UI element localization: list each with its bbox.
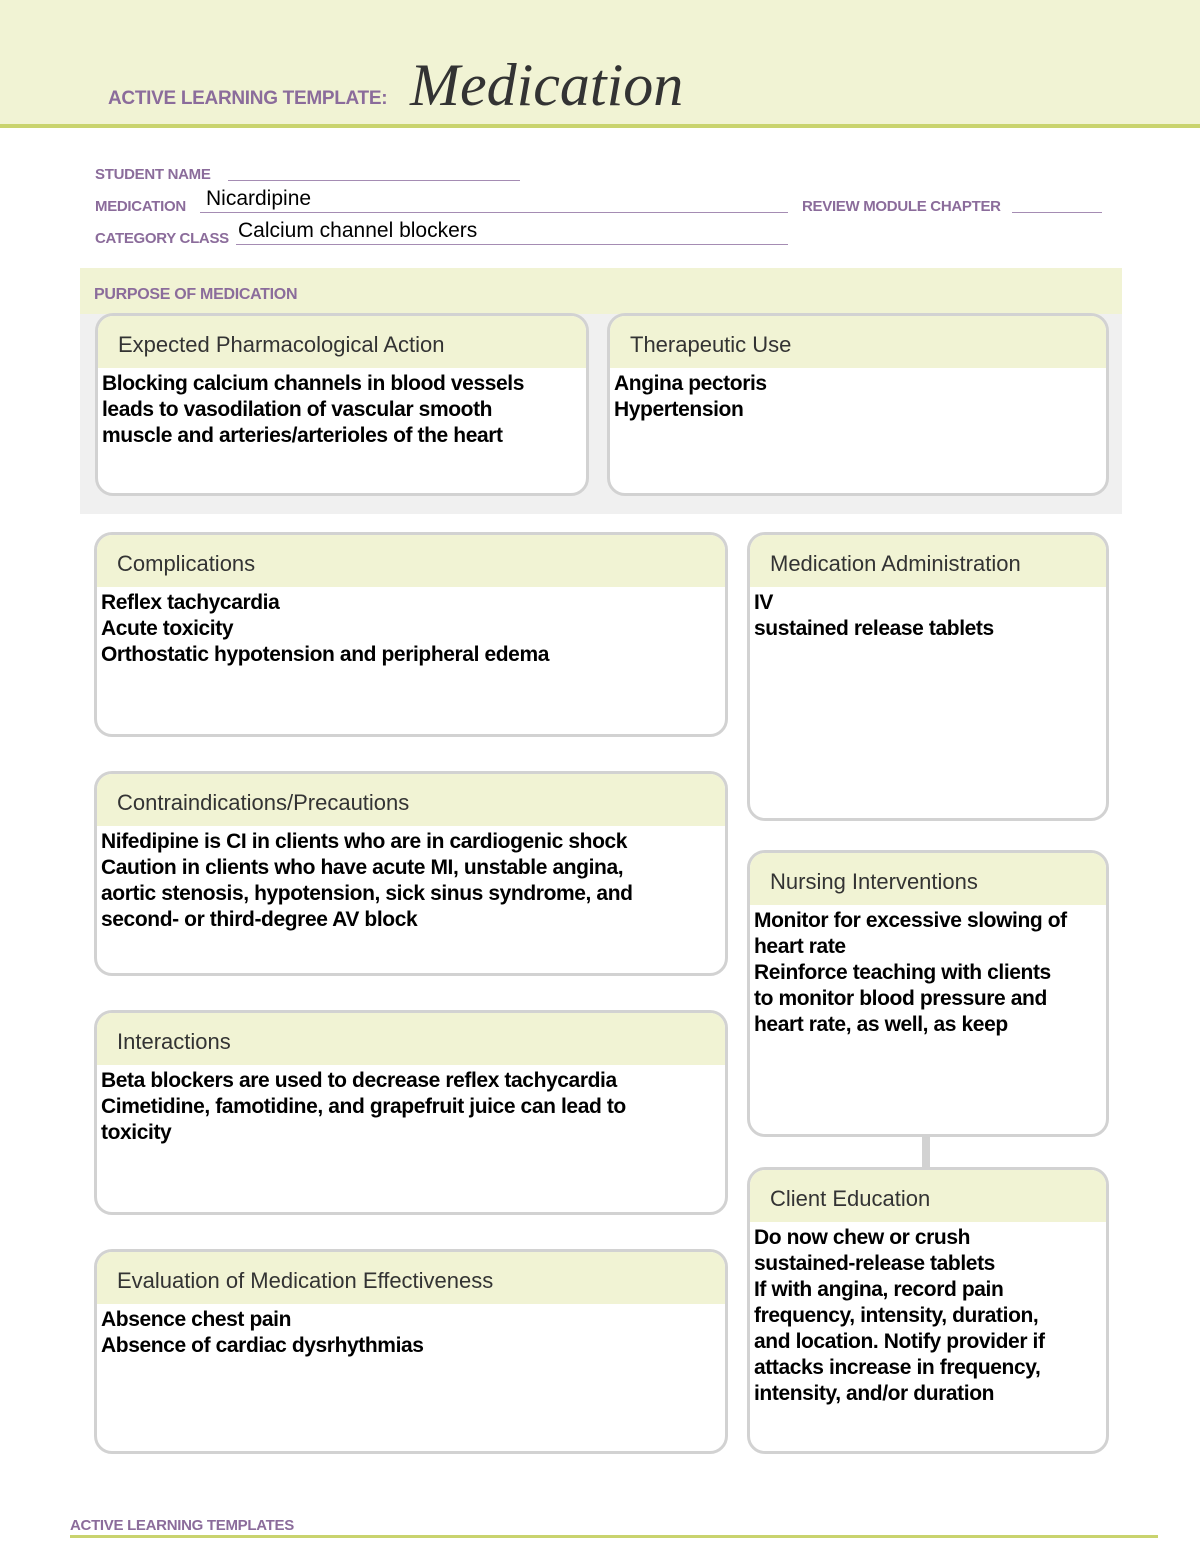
- student-name-label: STUDENT NAME: [95, 166, 211, 183]
- therapeutic-use-body: [610, 368, 1106, 423]
- expected-action-line: leads to vasodilation of vascular smooth: [102, 398, 493, 421]
- review-module-line: [1012, 212, 1102, 213]
- contraindications-line: Caution in clients who have acute MI, unstable angina,: [101, 856, 624, 879]
- complications-body: [97, 587, 725, 668]
- therapeutic-use-line: Hypertension: [614, 398, 744, 421]
- client-education-line: attacks increase in frequency,: [754, 1356, 1041, 1379]
- client-education-box[interactable]: [747, 1167, 1109, 1454]
- template-prefix: ACTIVE LEARNING TEMPLATE:: [108, 88, 388, 109]
- contraindications-title: Contraindications/Precautions: [97, 774, 725, 826]
- complications-line: Orthostatic hypotension and peripheral edema: [101, 643, 549, 666]
- therapeutic-use-box[interactable]: [607, 313, 1109, 496]
- evaluation-box[interactable]: [94, 1249, 728, 1454]
- medication-administration-box[interactable]: [747, 532, 1109, 821]
- student-name-line: [228, 180, 520, 181]
- client-education-line: frequency, intensity, duration,: [754, 1304, 1039, 1327]
- medication-field[interactable]: Nicardipine: [206, 187, 312, 210]
- medication-administration-title: Medication Administration: [750, 535, 1106, 587]
- expected-action-body: [98, 368, 586, 449]
- interactions-line: Beta blockers are used to decrease reflex tachycardia: [101, 1069, 617, 1092]
- category-class-line: [236, 244, 788, 245]
- nursing-interventions-line: Monitor for excessive slowing of: [754, 909, 1067, 932]
- interactions-title: Interactions: [97, 1013, 725, 1065]
- nursing-interventions-body: [750, 905, 1106, 1038]
- nursing-interventions-line: heart rate, as well, as keep: [754, 1013, 1008, 1036]
- header-band: [0, 0, 1200, 128]
- medication-label: MEDICATION: [95, 198, 186, 215]
- page-title: Medication: [410, 52, 684, 118]
- nursing-interventions-line: to monitor blood pressure and: [754, 987, 1047, 1010]
- complications-box[interactable]: [94, 532, 728, 737]
- medication-administration-line: IV: [754, 591, 774, 614]
- therapeutic-use-line: Angina pectoris: [614, 372, 767, 395]
- client-education-line: sustained-release tablets: [754, 1252, 995, 1275]
- evaluation-line: Absence chest pain: [101, 1308, 292, 1331]
- review-module-label: REVIEW MODULE CHAPTER: [802, 198, 1001, 215]
- client-education-title: Client Education: [750, 1170, 1106, 1222]
- expected-action-line: muscle and arteries/arterioles of the heart: [102, 424, 503, 447]
- client-education-line: Do now chew or crush: [754, 1226, 971, 1249]
- nursing-interventions-title: Nursing Interventions: [750, 853, 1106, 905]
- medication-administration-body: [750, 587, 1106, 642]
- evaluation-line: Absence of cardiac dysrhythmias: [101, 1334, 424, 1357]
- interactions-line: Cimetidine, famotidine, and grapefruit juice can lead to: [101, 1095, 626, 1118]
- nursing-interventions-line: Reinforce teaching with clients: [754, 961, 1051, 984]
- contraindications-line: aortic stenosis, hypotension, sick sinus syndrome, and: [101, 882, 633, 905]
- complications-line: Acute toxicity: [101, 617, 234, 640]
- box-connector: [922, 1135, 930, 1167]
- nursing-interventions-box[interactable]: [747, 850, 1109, 1137]
- client-education-line: If with angina, record pain: [754, 1278, 1004, 1301]
- interactions-body: [97, 1065, 725, 1146]
- evaluation-body: [97, 1304, 725, 1359]
- nursing-interventions-line: heart rate: [754, 935, 846, 958]
- expected-action-box[interactable]: [95, 313, 589, 496]
- expected-action-line: Blocking calcium channels in blood vessels: [102, 372, 525, 395]
- contraindications-line: Nifedipine is CI in clients who are in cardiogenic shock: [101, 830, 628, 853]
- medication-administration-line: sustained release tablets: [754, 617, 994, 640]
- client-education-line: intensity, and/or duration: [754, 1382, 995, 1405]
- purpose-label: PURPOSE OF MEDICATION: [94, 286, 298, 303]
- complications-line: Reflex tachycardia: [101, 591, 280, 614]
- client-education-line: and location. Notify provider if: [754, 1330, 1045, 1353]
- interactions-box[interactable]: [94, 1010, 728, 1215]
- expected-action-title: Expected Pharmacological Action: [98, 316, 586, 368]
- category-class-label: CATEGORY CLASS: [95, 230, 229, 247]
- contraindications-line: second- or third-degree AV block: [101, 908, 418, 931]
- contraindications-body: [97, 826, 725, 933]
- purpose-strip: [80, 268, 1122, 314]
- contraindications-box[interactable]: [94, 771, 728, 976]
- evaluation-title: Evaluation of Medication Effectiveness: [97, 1252, 725, 1304]
- client-education-body: [750, 1222, 1106, 1407]
- footer-text: ACTIVE LEARNING TEMPLATES: [70, 1517, 294, 1534]
- interactions-line: toxicity: [101, 1121, 172, 1144]
- category-class-field[interactable]: Calcium channel blockers: [238, 219, 478, 242]
- therapeutic-use-title: Therapeutic Use: [610, 316, 1106, 368]
- complications-title: Complications: [97, 535, 725, 587]
- medication-line: [200, 212, 788, 213]
- footer-rule: [70, 1535, 1158, 1538]
